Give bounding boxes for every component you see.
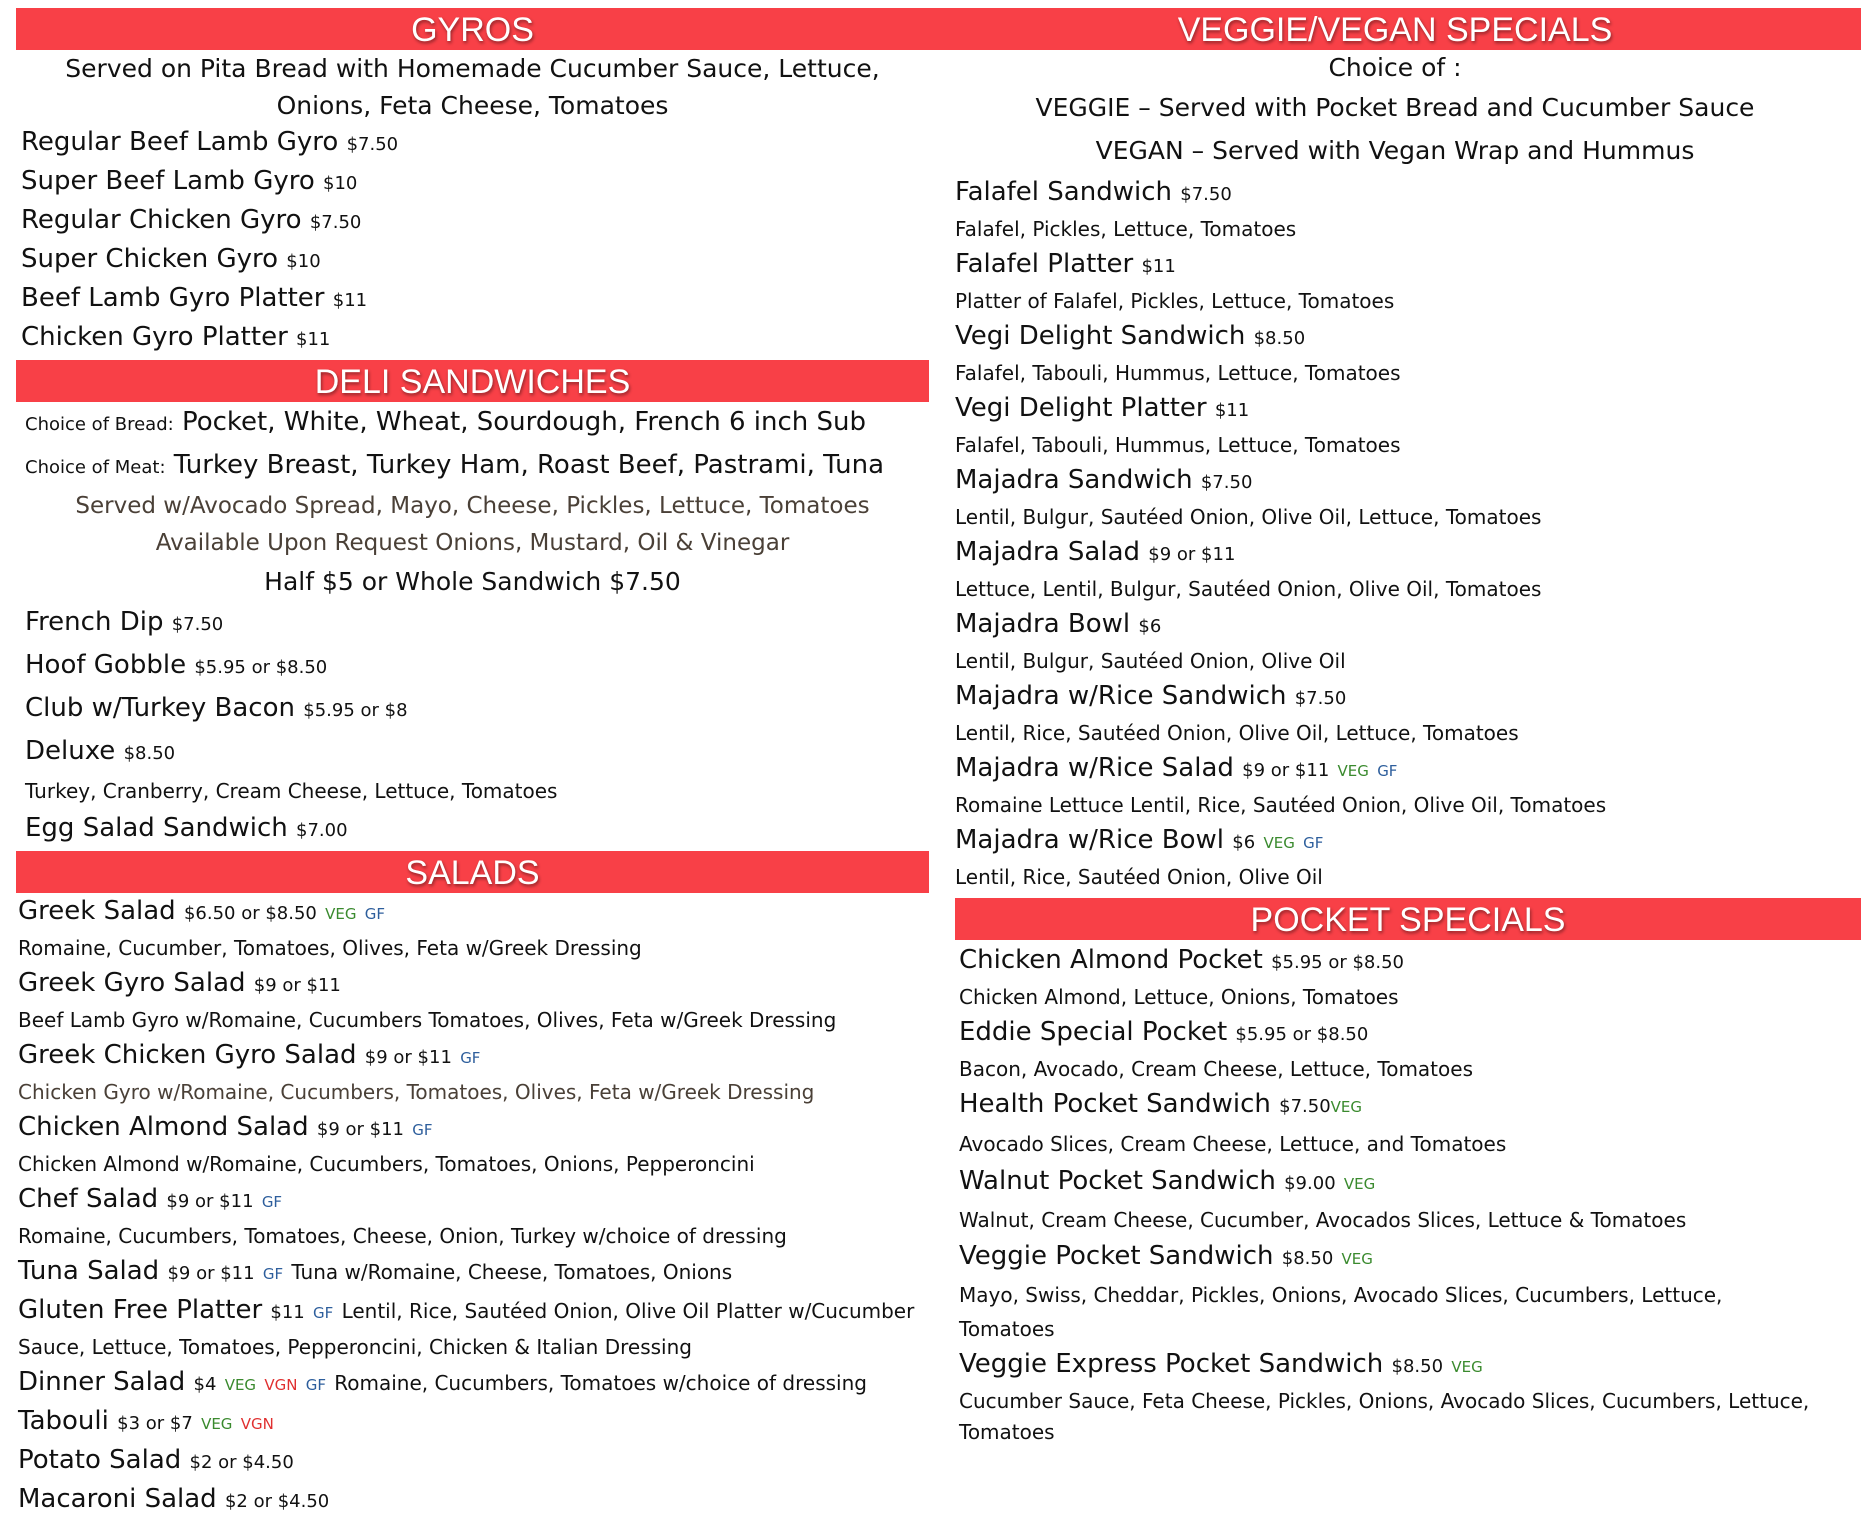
list-item: Chicken Almond Pocket $5.95 or $8.50 [959, 945, 1404, 975]
list-item: Super Chicken Gyro $10 [21, 244, 321, 274]
list-item: Chef Salad $9 or $11 GF [18, 1184, 283, 1214]
list-item: Hoof Gobble $5.95 or $8.50 [25, 650, 328, 680]
list-item: Greek Salad $6.50 or $8.50 VEG GF [18, 896, 386, 926]
item-description: Romaine, Cucumber, Tomatoes, Olives, Feta w/Greek Dressing [18, 936, 642, 960]
item-description: Beef Lamb Gyro w/Romaine, Cucumbers Tomatoes, Olives, Feta w/Greek Dressing [18, 1008, 837, 1032]
veggie-choice: Choice of : [1328, 53, 1462, 82]
item-description: Tomatoes [959, 1420, 1055, 1444]
list-item: Walnut Pocket Sandwich $9.00 VEG [959, 1166, 1376, 1196]
list-item: Tuna Salad $9 or $11 GF Tuna w/Romaine, Cheese, Tomatoes, Onions [18, 1256, 733, 1286]
salads-list [16, 893, 929, 1520]
list-item: Macaroni Salad $2 or $4.50 [18, 1484, 330, 1514]
left-column [16, 8, 929, 1520]
item-description: Cucumber Sauce, Feta Cheese, Pickles, Onions, Avocado Slices, Cucumbers, Lettuce, [959, 1389, 1810, 1413]
list-item: Deluxe $8.50 [25, 736, 176, 766]
list-item: Majadra w/Rice Salad $9 or $11 VEG GF [955, 753, 1398, 783]
list-item: Vegi Delight Sandwich $8.50 [955, 321, 1306, 351]
item-description: Avocado Slices, Cream Cheese, Lettuce, and Tomatoes [959, 1132, 1507, 1156]
pocket-list [929, 942, 1861, 1446]
list-item: Regular Beef Lamb Gyro $7.50 [21, 127, 399, 157]
list-item: Veggie Pocket Sandwich $8.50 VEG [959, 1241, 1373, 1271]
veggie-line: VEGGIE – Served with Pocket Bread and Cucumber Sauce [1035, 93, 1755, 122]
list-item: Greek Gyro Salad $9 or $11 [18, 968, 341, 998]
list-item: Veggie Express Pocket Sandwich $8.50 VEG [959, 1349, 1483, 1379]
item-description: Lentil, Rice, Sautéed Onion, Olive Oil [955, 865, 1323, 889]
right-column [929, 8, 1861, 1446]
item-description: Falafel, Pickles, Lettuce, Tomatoes [955, 217, 1297, 241]
vegan-line: VEGAN – Served with Vegan Wrap and Hummus [1095, 136, 1695, 165]
list-item: Health Pocket Sandwich $7.50VEG [959, 1089, 1363, 1119]
item-description: Tomatoes [959, 1317, 1055, 1341]
veggie-list [929, 174, 1861, 894]
list-item: Falafel Platter $11 [955, 249, 1176, 279]
meat-choice: Choice of Meat: Turkey Breast, Turkey Ham, Roast Beef, Pastrami, Tuna [25, 450, 884, 480]
list-item: Eddie Special Pocket $5.95 or $8.50 [959, 1017, 1369, 1047]
list-item: Majadra w/Rice Bowl $6 VEG GF [955, 825, 1324, 855]
gyros-header: GYROS [16, 8, 929, 50]
item-description: Platter of Falafel, Pickles, Lettuce, Tomatoes [955, 289, 1395, 313]
list-item: Gluten Free Platter $11 GF Lentil, Rice, Sautéed Onion, Olive Oil Platter w/Cucumber [18, 1295, 915, 1325]
list-item: Vegi Delight Platter $11 [955, 393, 1250, 423]
list-item: Chicken Almond Salad $9 or $11 GF [18, 1112, 433, 1142]
gyros-list [16, 124, 929, 358]
item-description: Romaine, Cucumbers, Tomatoes, Cheese, Onion, Turkey w/choice of dressing [18, 1224, 787, 1248]
item-description: Chicken Gyro w/Romaine, Cucumbers, Tomatoes, Olives, Feta w/Greek Dressing [18, 1080, 815, 1104]
item-description: Lentil, Bulgur, Sautéed Onion, Olive Oil, Lettuce, Tomatoes [955, 505, 1542, 529]
item-description: Chicken Almond w/Romaine, Cucumbers, Tomatoes, Onions, Pepperoncini [18, 1152, 755, 1176]
list-item: Greek Chicken Gyro Salad $9 or $11 GF [18, 1040, 481, 1070]
list-item: Majadra Salad $9 or $11 [955, 537, 1236, 567]
veggie-header: VEGGIE/VEGAN SPECIALS [929, 8, 1861, 50]
list-item: Dinner Salad $4 VEG VGN GF Romaine, Cucumbers, Tomatoes w/choice of dressing [18, 1367, 867, 1397]
deli-half-whole: Half $5 or Whole Sandwich $7.50 [264, 567, 681, 596]
deli-intro [16, 402, 929, 602]
item-description: Walnut, Cream Cheese, Cucumber, Avocados Slices, Lettuce & Tomatoes [959, 1208, 1687, 1232]
deli-available: Available Upon Request Onions, Mustard, Oil & Vinegar [155, 530, 790, 556]
item-description: Falafel, Tabouli, Hummus, Lettuce, Tomatoes [955, 433, 1401, 457]
item-description: Falafel, Tabouli, Hummus, Lettuce, Tomatoes [955, 361, 1401, 385]
list-item: Tabouli $3 or $7 VEG VGN [18, 1406, 274, 1436]
item-description: Turkey, Cranberry, Cream Cheese, Lettuce, Tomatoes [25, 779, 558, 803]
pocket-header: POCKET SPECIALS [955, 898, 1861, 940]
list-item: Majadra Sandwich $7.50 [955, 465, 1253, 495]
item-description: Lettuce, Lentil, Bulgur, Sautéed Onion, Olive Oil, Tomatoes [955, 577, 1542, 601]
list-item: French Dip $7.50 [25, 607, 224, 637]
list-item: Beef Lamb Gyro Platter $11 [21, 283, 368, 313]
item-description: Bacon, Avocado, Cream Cheese, Lettuce, Tomatoes [959, 1057, 1473, 1081]
deli-served: Served w/Avocado Spread, Mayo, Cheese, Pickles, Lettuce, Tomatoes [75, 493, 870, 519]
item-description: Romaine Lettuce Lentil, Rice, Sautéed Onion, Olive Oil, Tomatoes [955, 793, 1607, 817]
salads-header: SALADS [16, 851, 929, 893]
list-item: Falafel Sandwich $7.50 [955, 177, 1232, 207]
item-description: Lentil, Rice, Sautéed Onion, Olive Oil, Lettuce, Tomatoes [955, 721, 1519, 745]
list-item: Egg Salad Sandwich $7.00 [25, 813, 348, 843]
item-description: Lentil, Bulgur, Sautéed Onion, Olive Oil [955, 649, 1346, 673]
deli-header: DELI SANDWICHES [16, 360, 929, 402]
list-item: Chicken Gyro Platter $11 [21, 322, 331, 352]
list-item: Club w/Turkey Bacon $5.95 or $8 [25, 693, 408, 723]
item-description: Sauce, Lettuce, Tomatoes, Pepperoncini, Chicken & Italian Dressing [18, 1335, 692, 1359]
item-description: Mayo, Swiss, Cheddar, Pickles, Onions, Avocado Slices, Cucumbers, Lettuce, [959, 1283, 1723, 1307]
list-item: Regular Chicken Gyro $7.50 [21, 205, 362, 235]
gyros-intro: Served on Pita Bread with Homemade Cucumber Sauce, Lettuce, Onions, Feta Cheese, Tomatoes [65, 54, 880, 120]
deli-list [16, 602, 929, 851]
list-item: Majadra Bowl $6 [955, 609, 1162, 639]
bread-choice: Choice of Bread: Pocket, White, Wheat, Sourdough, French 6 inch Sub [25, 407, 866, 437]
list-item: Majadra w/Rice Sandwich $7.50 [955, 681, 1347, 711]
list-item: Super Beef Lamb Gyro $10 [21, 166, 358, 196]
item-description: Chicken Almond, Lettuce, Onions, Tomatoes [959, 985, 1399, 1009]
list-item: Potato Salad $2 or $4.50 [18, 1445, 294, 1475]
